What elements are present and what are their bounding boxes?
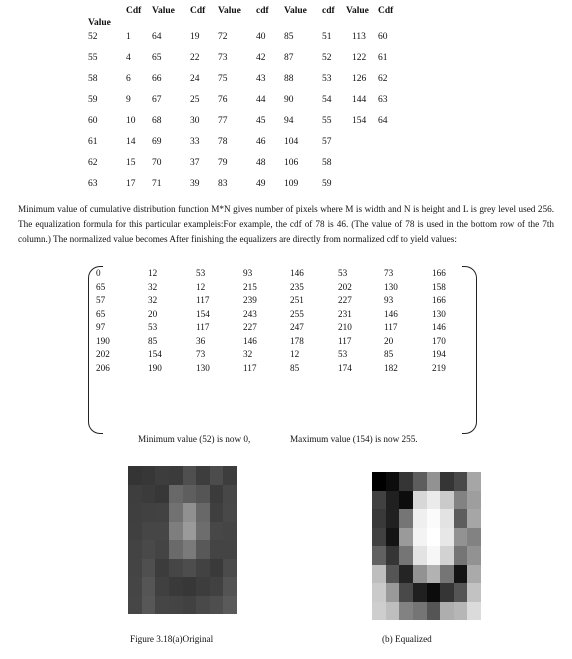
matrix-cell: 194 bbox=[432, 349, 446, 359]
matrix-cell: 243 bbox=[243, 308, 257, 319]
cdf-table-cell: 51 bbox=[322, 32, 332, 42]
cdf-table-cell: 52 bbox=[322, 53, 332, 63]
equalized-pixel bbox=[467, 583, 481, 602]
cdf-table-cell: 59 bbox=[88, 95, 98, 105]
matrix-cell: 251 bbox=[290, 295, 304, 305]
equalized-pixel bbox=[399, 602, 413, 621]
cdf-table-cell: 122 bbox=[352, 53, 367, 63]
cdf-table-cell: 57 bbox=[322, 137, 332, 147]
cdf-table-header: cdf bbox=[322, 6, 335, 16]
original-pixel bbox=[183, 522, 197, 541]
original-pixel bbox=[169, 485, 183, 504]
cdf-table-cell: 77 bbox=[218, 116, 228, 126]
equalized-pixel bbox=[467, 509, 481, 528]
equalized-pixel bbox=[427, 583, 441, 602]
original-pixel bbox=[128, 522, 142, 541]
equalized-pixel bbox=[427, 472, 441, 491]
cdf-table-cell: 104 bbox=[284, 137, 299, 147]
original-pixel bbox=[142, 522, 156, 541]
equalized-pixel bbox=[413, 565, 427, 584]
matrix-cell: 174 bbox=[338, 362, 352, 373]
matrix-cell: 170 bbox=[432, 335, 446, 346]
cdf-table-cell: 60 bbox=[378, 32, 388, 42]
matrix-cell: 154 bbox=[148, 349, 162, 359]
original-pixel bbox=[223, 485, 237, 504]
original-pixel bbox=[169, 559, 183, 578]
original-pixel bbox=[183, 466, 197, 485]
equalized-pixel bbox=[427, 602, 441, 621]
cdf-table-cell: 22 bbox=[190, 53, 200, 63]
original-pixel bbox=[128, 577, 142, 596]
cdf-table-cell: 65 bbox=[152, 53, 162, 63]
cdf-table-cell: 58 bbox=[322, 158, 332, 168]
cdf-table-header: Value bbox=[346, 6, 369, 16]
matrix-cell: 215 bbox=[243, 281, 257, 292]
original-pixel bbox=[169, 540, 183, 559]
cdf-table-cell: 54 bbox=[322, 95, 332, 105]
cdf-table-cell: 17 bbox=[126, 179, 136, 189]
cdf-table-cell: 58 bbox=[88, 74, 98, 84]
matrix-cell: 130 bbox=[196, 362, 210, 373]
equalized-pixel bbox=[454, 602, 468, 621]
equalized-pixel bbox=[413, 472, 427, 491]
matrix-cell: 32 bbox=[243, 349, 253, 359]
cdf-table-cell: 6 bbox=[126, 74, 131, 84]
original-pixel bbox=[196, 596, 210, 615]
matrix-cell: 166 bbox=[432, 295, 446, 305]
matrix-cell: 130 bbox=[432, 308, 446, 319]
original-pixel bbox=[210, 503, 224, 522]
equalized-pixel bbox=[454, 528, 468, 547]
matrix-cell: 247 bbox=[290, 322, 304, 332]
equalized-pixel bbox=[386, 491, 400, 510]
matrix-cell: 57 bbox=[96, 295, 106, 305]
equalized-pixel bbox=[454, 509, 468, 528]
cdf-table-cell: 30 bbox=[190, 116, 200, 126]
equalized-pixel bbox=[372, 602, 386, 621]
original-pixel bbox=[183, 503, 197, 522]
matrix-cell: 53 bbox=[338, 268, 348, 278]
original-pixel bbox=[155, 485, 169, 504]
matrix-cell: 73 bbox=[196, 349, 206, 359]
cdf-table-cell: 61 bbox=[378, 53, 388, 63]
cdf-table-cell: 25 bbox=[190, 95, 200, 105]
matrix-cell: 227 bbox=[338, 295, 352, 305]
equalized-pixel bbox=[454, 472, 468, 491]
cdf-table-cell: 70 bbox=[152, 158, 162, 168]
original-pixel bbox=[196, 577, 210, 596]
equalized-pixel bbox=[386, 583, 400, 602]
original-pixel bbox=[155, 559, 169, 578]
cdf-table-cell: 67 bbox=[152, 95, 162, 105]
original-pixel bbox=[210, 596, 224, 615]
matrix-cell: 190 bbox=[96, 335, 110, 346]
equalized-pixel bbox=[372, 546, 386, 565]
matrix-cell: 117 bbox=[243, 362, 257, 373]
original-pixel bbox=[155, 466, 169, 485]
cdf-table-cell: 40 bbox=[256, 32, 266, 42]
matrix-cell: 202 bbox=[96, 349, 110, 359]
equalized-pixel bbox=[467, 528, 481, 547]
cdf-table-cell: 62 bbox=[88, 158, 98, 168]
cdf-table-cell: 78 bbox=[218, 137, 228, 147]
matrix-cell: 182 bbox=[384, 362, 398, 373]
cdf-table-cell: 79 bbox=[218, 158, 228, 168]
cdf-table-cell: 24 bbox=[190, 74, 200, 84]
cdf-table-cell: 44 bbox=[256, 95, 266, 105]
equalized-pixel bbox=[372, 491, 386, 510]
original-pixel bbox=[142, 466, 156, 485]
equalized-pixel bbox=[413, 602, 427, 621]
cdf-table-cell: 75 bbox=[218, 74, 228, 84]
original-pixel bbox=[210, 540, 224, 559]
cdf-table-cell: 71 bbox=[152, 179, 162, 189]
matrix-cell: 12 bbox=[196, 281, 206, 292]
cdf-table-cell: 63 bbox=[88, 179, 98, 189]
original-pixel bbox=[142, 559, 156, 578]
equalized-pixel bbox=[440, 565, 454, 584]
cdf-table-cell: 15 bbox=[126, 158, 136, 168]
equalized-pixel bbox=[467, 602, 481, 621]
original-pixel bbox=[155, 540, 169, 559]
equalized-pixel bbox=[372, 565, 386, 584]
original-pixel bbox=[169, 577, 183, 596]
equalized-pixel bbox=[454, 583, 468, 602]
cdf-table-header: Cdf bbox=[378, 6, 394, 16]
equalized-pixel bbox=[440, 583, 454, 602]
original-image bbox=[128, 466, 237, 614]
original-pixel bbox=[142, 596, 156, 615]
cdf-table-cell: 60 bbox=[88, 116, 98, 126]
cdf-table-header: Value bbox=[152, 6, 175, 16]
matrix-cell: 65 bbox=[96, 308, 106, 319]
original-pixel bbox=[196, 485, 210, 504]
matrix-cell: 97 bbox=[96, 322, 106, 332]
matrix-cell: 53 bbox=[338, 349, 348, 359]
cdf-table-cell: 49 bbox=[256, 179, 266, 189]
equalized-pixel bbox=[454, 565, 468, 584]
cdf-table-cell: 52 bbox=[88, 32, 98, 42]
equalized-pixel bbox=[467, 565, 481, 584]
cdf-table-header: Cdf bbox=[126, 6, 142, 16]
equalized-pixel bbox=[454, 546, 468, 565]
cdf-table-cell: 72 bbox=[218, 32, 228, 42]
cdf-table-cell: 59 bbox=[322, 179, 332, 189]
cdf-table-cell: 73 bbox=[218, 53, 228, 63]
matrix-cell: 85 bbox=[290, 362, 300, 373]
equalized-pixel bbox=[427, 528, 441, 547]
cdf-table-cell: 1 bbox=[126, 32, 131, 42]
original-pixel bbox=[169, 522, 183, 541]
equalized-pixel bbox=[440, 602, 454, 621]
original-pixel bbox=[169, 596, 183, 615]
equalized-pixel bbox=[413, 509, 427, 528]
equalized-pixel bbox=[413, 583, 427, 602]
matrix-cell: 146 bbox=[290, 268, 304, 278]
cdf-table-cell: 43 bbox=[256, 74, 266, 84]
cdf-table-header: cdf bbox=[256, 6, 269, 16]
original-pixel bbox=[128, 466, 142, 485]
matrix-cell: 20 bbox=[384, 335, 394, 346]
equalized-pixel bbox=[399, 583, 413, 602]
equalized-pixel bbox=[440, 546, 454, 565]
matrix-cell: 12 bbox=[290, 349, 300, 359]
matrix-cell: 154 bbox=[196, 308, 210, 319]
original-pixel bbox=[223, 503, 237, 522]
original-pixel bbox=[128, 485, 142, 504]
equalized-pixel bbox=[454, 491, 468, 510]
equalized-pixel bbox=[467, 546, 481, 565]
equalized-pixel bbox=[413, 528, 427, 547]
cdf-table-row-header: Value bbox=[88, 18, 111, 28]
original-pixel bbox=[210, 577, 224, 596]
equalized-pixel bbox=[440, 509, 454, 528]
matrix-cell: 210 bbox=[338, 322, 352, 332]
matrix-cell: 219 bbox=[432, 362, 446, 373]
matrix-cell: 53 bbox=[196, 268, 206, 278]
cdf-table-cell: 109 bbox=[284, 179, 299, 189]
equalized-pixel bbox=[427, 509, 441, 528]
matrix-cell: 73 bbox=[384, 268, 394, 278]
matrix-cell: 178 bbox=[290, 335, 304, 346]
matrix-cell: 190 bbox=[148, 362, 162, 373]
equalized-pixel bbox=[372, 583, 386, 602]
cdf-table-cell: 94 bbox=[284, 116, 294, 126]
equalized-pixel bbox=[386, 509, 400, 528]
matrix-right-bracket bbox=[462, 266, 477, 434]
cdf-table-cell: 68 bbox=[152, 116, 162, 126]
equalized-pixel bbox=[413, 546, 427, 565]
cdf-table-cell: 83 bbox=[218, 179, 228, 189]
matrix-cell: 255 bbox=[290, 308, 304, 319]
cdf-table-cell: 19 bbox=[190, 32, 200, 42]
original-pixel bbox=[210, 559, 224, 578]
cdf-table-cell: 4 bbox=[126, 53, 131, 63]
cdf-table-cell: 69 bbox=[152, 137, 162, 147]
equalized-pixel bbox=[399, 491, 413, 510]
original-pixel bbox=[155, 596, 169, 615]
original-pixel bbox=[155, 577, 169, 596]
matrix-cell: 166 bbox=[432, 268, 446, 278]
equalized-pixel bbox=[399, 528, 413, 547]
original-pixel bbox=[210, 485, 224, 504]
cdf-table-cell: 42 bbox=[256, 53, 266, 63]
equalized-pixel bbox=[399, 546, 413, 565]
original-pixel bbox=[196, 503, 210, 522]
matrix-cell: 32 bbox=[148, 295, 158, 305]
matrix-cell: 36 bbox=[196, 335, 206, 346]
matrix-cell: 93 bbox=[384, 295, 394, 305]
cdf-table-cell: 62 bbox=[378, 74, 388, 84]
original-pixel bbox=[183, 485, 197, 504]
matrix-cell: 85 bbox=[384, 349, 394, 359]
original-pixel bbox=[196, 559, 210, 578]
cdf-table-cell: 9 bbox=[126, 95, 131, 105]
equalized-pixel bbox=[372, 472, 386, 491]
original-pixel bbox=[223, 522, 237, 541]
max-value-caption: Maximum value (154) is now 255. bbox=[290, 434, 418, 444]
matrix-cell: 146 bbox=[243, 335, 257, 346]
original-pixel bbox=[210, 522, 224, 541]
equalized-pixel bbox=[427, 565, 441, 584]
original-pixel bbox=[142, 503, 156, 522]
cdf-table-cell: 55 bbox=[88, 53, 98, 63]
matrix-cell: 130 bbox=[384, 281, 398, 292]
cdf-table-cell: 113 bbox=[352, 32, 366, 42]
equalized-image bbox=[372, 472, 481, 620]
cdf-table-cell: 14 bbox=[126, 137, 136, 147]
original-pixel bbox=[155, 503, 169, 522]
original-pixel bbox=[169, 466, 183, 485]
cdf-table-cell: 88 bbox=[284, 74, 294, 84]
cdf-table-cell: 126 bbox=[352, 74, 367, 84]
original-pixel bbox=[183, 577, 197, 596]
cdf-table-cell: 76 bbox=[218, 95, 228, 105]
cdf-table-cell: 106 bbox=[284, 158, 299, 168]
matrix-cell: 206 bbox=[96, 362, 110, 373]
original-pixel bbox=[155, 522, 169, 541]
original-pixel bbox=[196, 540, 210, 559]
original-pixel bbox=[128, 540, 142, 559]
cdf-table-cell: 33 bbox=[190, 137, 200, 147]
cdf-table-cell: 154 bbox=[352, 116, 367, 126]
equalized-pixel bbox=[399, 472, 413, 491]
cdf-table-cell: 63 bbox=[378, 95, 388, 105]
matrix-cell: 85 bbox=[148, 335, 158, 346]
matrix-cell: 93 bbox=[243, 268, 253, 278]
equalized-pixel bbox=[427, 491, 441, 510]
original-pixel bbox=[196, 466, 210, 485]
original-pixel bbox=[142, 577, 156, 596]
equalized-pixel bbox=[386, 472, 400, 491]
cdf-table-cell: 85 bbox=[284, 32, 294, 42]
matrix-cell: 53 bbox=[148, 322, 158, 332]
cdf-table-cell: 55 bbox=[322, 116, 332, 126]
matrix-cell: 158 bbox=[432, 281, 446, 292]
cdf-table-header: Value bbox=[284, 6, 307, 16]
cdf-table-cell: 48 bbox=[256, 158, 266, 168]
equalized-pixel bbox=[372, 509, 386, 528]
matrix-cell: 227 bbox=[243, 322, 257, 332]
cdf-table-cell: 46 bbox=[256, 137, 266, 147]
original-pixel bbox=[183, 540, 197, 559]
cdf-table-cell: 53 bbox=[322, 74, 332, 84]
equalized-pixel bbox=[440, 491, 454, 510]
cdf-table-cell: 90 bbox=[284, 95, 294, 105]
equalized-pixel bbox=[440, 472, 454, 491]
matrix-cell: 117 bbox=[384, 322, 398, 332]
matrix-cell: 202 bbox=[338, 281, 352, 292]
cdf-table-cell: 144 bbox=[352, 95, 367, 105]
original-pixel bbox=[223, 596, 237, 615]
cdf-table-cell: 66 bbox=[152, 74, 162, 84]
matrix-cell: 239 bbox=[243, 295, 257, 305]
original-pixel bbox=[183, 559, 197, 578]
matrix-cell: 12 bbox=[148, 268, 158, 278]
equalized-pixel bbox=[413, 491, 427, 510]
matrix-cell: 117 bbox=[338, 335, 352, 346]
equalized-pixel bbox=[427, 546, 441, 565]
matrix-cell: 146 bbox=[432, 322, 446, 332]
equalized-pixel bbox=[386, 602, 400, 621]
original-pixel bbox=[183, 596, 197, 615]
equalized-pixel bbox=[399, 565, 413, 584]
equalized-pixel bbox=[386, 528, 400, 547]
figure-caption-original: Figure 3.18(a)Original bbox=[130, 634, 214, 644]
cdf-table-cell: 39 bbox=[190, 179, 200, 189]
matrix-cell: 146 bbox=[384, 308, 398, 319]
original-pixel bbox=[223, 577, 237, 596]
cdf-table-cell: 64 bbox=[378, 116, 388, 126]
equalized-pixel bbox=[467, 491, 481, 510]
min-value-caption: Minimum value (52) is now 0, bbox=[138, 434, 251, 444]
equalized-pixel bbox=[372, 528, 386, 547]
equalized-pixel bbox=[386, 565, 400, 584]
equalized-pixel bbox=[386, 546, 400, 565]
original-pixel bbox=[196, 522, 210, 541]
original-pixel bbox=[223, 559, 237, 578]
cdf-table-cell: 61 bbox=[88, 137, 98, 147]
cdf-table-cell: 87 bbox=[284, 53, 294, 63]
matrix-cell: 20 bbox=[148, 308, 158, 319]
equalized-pixel bbox=[440, 528, 454, 547]
equalized-pixel bbox=[399, 509, 413, 528]
cdf-table-cell: 10 bbox=[126, 116, 136, 126]
original-pixel bbox=[142, 540, 156, 559]
matrix-cell: 231 bbox=[338, 308, 352, 319]
matrix-cell: 117 bbox=[196, 295, 210, 305]
cdf-table-cell: 64 bbox=[152, 32, 162, 42]
matrix-cell: 65 bbox=[96, 281, 106, 292]
matrix-cell: 32 bbox=[148, 281, 158, 292]
original-pixel bbox=[223, 466, 237, 485]
original-pixel bbox=[128, 503, 142, 522]
matrix-cell: 117 bbox=[196, 322, 210, 332]
original-pixel bbox=[223, 540, 237, 559]
original-pixel bbox=[169, 503, 183, 522]
original-pixel bbox=[128, 559, 142, 578]
equalized-pixel bbox=[467, 472, 481, 491]
matrix-cell: 0 bbox=[96, 268, 101, 278]
figure-caption-equalized: (b) Equalized bbox=[382, 634, 432, 644]
cdf-table-cell: 45 bbox=[256, 116, 266, 126]
cdf-table-header: Cdf bbox=[190, 6, 206, 16]
cdf-table-header: Value bbox=[218, 6, 241, 16]
original-pixel bbox=[210, 466, 224, 485]
original-pixel bbox=[142, 485, 156, 504]
matrix-cell: 235 bbox=[290, 281, 304, 292]
original-pixel bbox=[128, 596, 142, 615]
explanation-paragraph: Minimum value of cumulative distribution function M*N gives number of pixels where M is width and N is height and L is grey level used 256. The equalization formula for this particular exampleis:For example, the cdf of 78 is 46. (The value of 78 is used in the bottom row of the 7th column.) The normalized value becomes After finishing the equalizers are directly from normalized cdf to yield values: bbox=[18, 204, 554, 245]
cdf-table-cell: 37 bbox=[190, 158, 200, 168]
